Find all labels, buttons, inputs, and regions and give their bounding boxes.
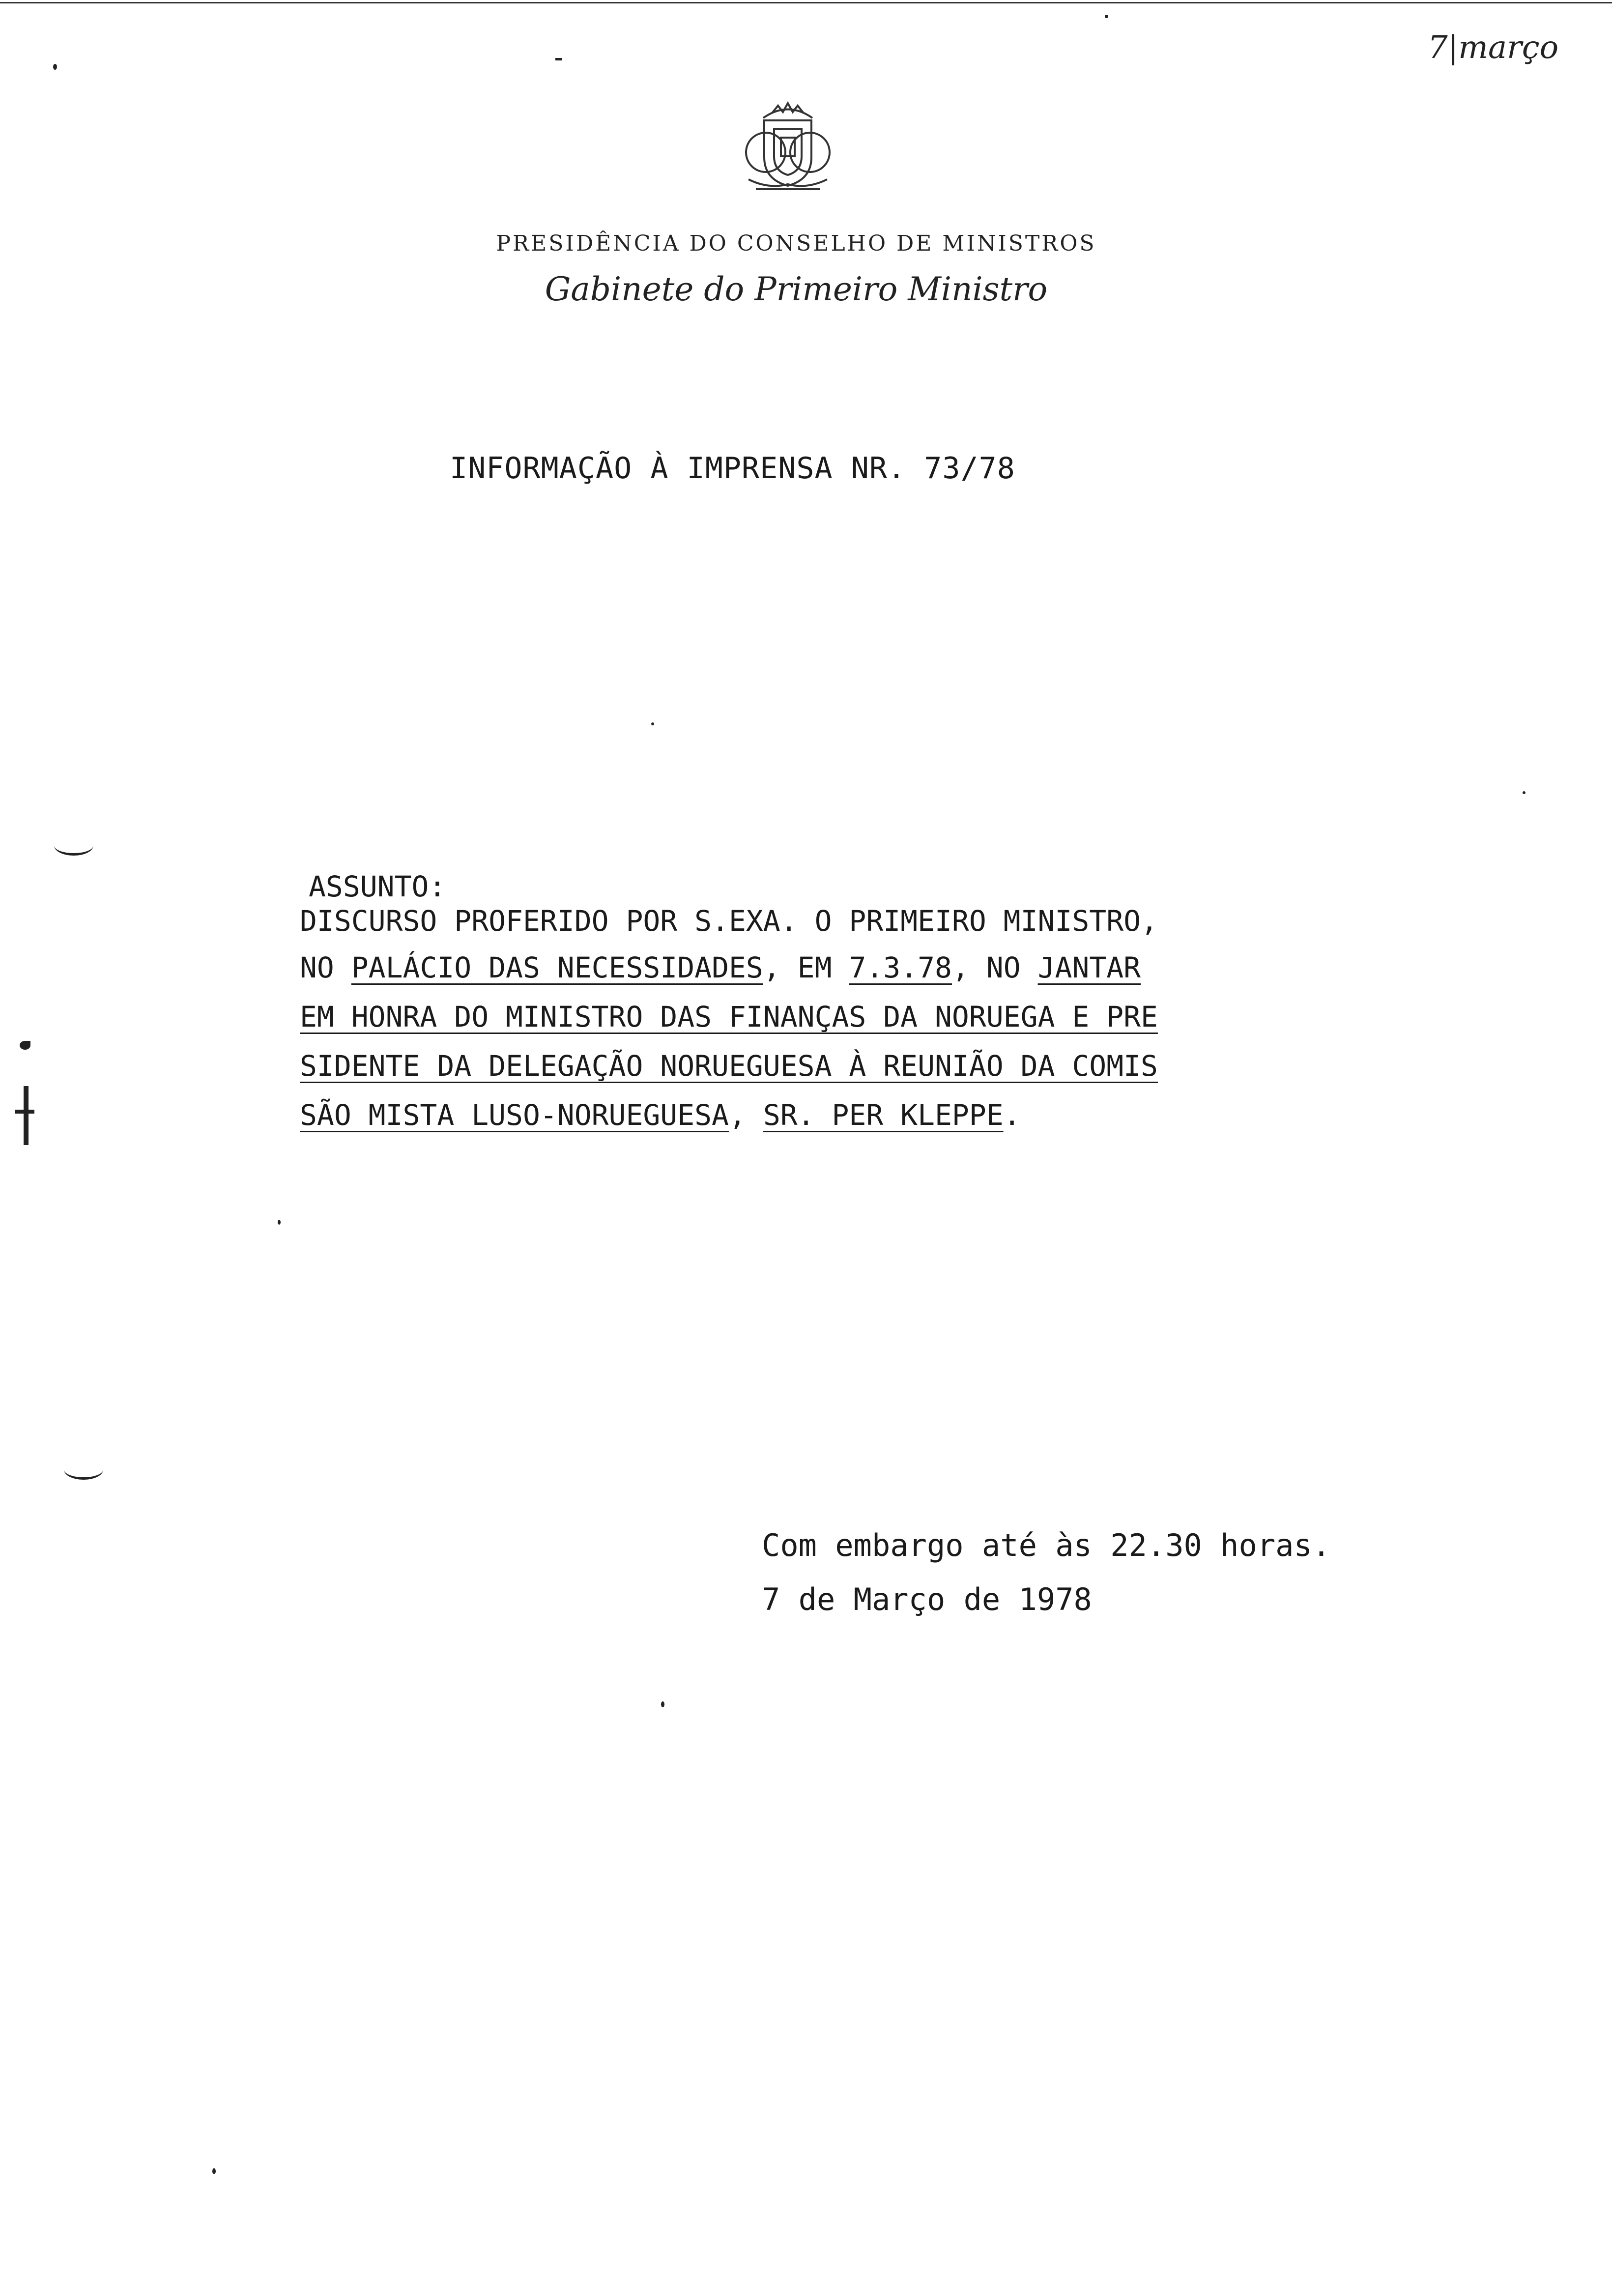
subject-text: , (728, 1098, 763, 1132)
speck (212, 2168, 216, 2174)
underlined-text: SIDENTE DA DELEGAÇÃO NORUEGUESA À REUNIÃO DA COMIS (300, 1049, 1158, 1083)
embargo-date: 7 de Março de 1978 (762, 1581, 1092, 1617)
speck (1105, 15, 1108, 18)
underlined-text: JANTAR (1037, 951, 1141, 984)
speck (278, 1220, 281, 1225)
margin-mark (64, 1460, 103, 1480)
underlined-text: SR. PER KLEPPE (763, 1098, 1004, 1132)
handwritten-note: 7|março (1428, 29, 1559, 66)
press-release-title: INFORMAÇÃO À IMPRENSA NR. 73/78 (450, 451, 1015, 486)
subject-line (300, 904, 1158, 938)
speck (555, 58, 562, 60)
organization-name: PRESIDÊNCIA DO CONSELHO DE MINISTROS (496, 231, 1096, 256)
subject-text: . (1003, 1098, 1021, 1132)
underlined-text: PALÁCIO DAS NECESSIDADES (351, 951, 763, 984)
subject-text: NO (300, 951, 351, 984)
speck (661, 1701, 664, 1707)
subject-text: , NO (951, 951, 1038, 984)
subject-line (300, 951, 1141, 984)
subject-line (300, 1049, 1158, 1083)
office-signature-line: Gabinete do Primeiro Ministro (545, 270, 1048, 308)
subject-text: , EM (763, 951, 849, 984)
speck (651, 722, 654, 725)
margin-mark (24, 1086, 29, 1145)
subject-line (300, 1098, 1021, 1132)
top-border-line (0, 2, 1612, 3)
coat-of-arms-seal (729, 98, 847, 201)
underlined-text: 7.3.78 (849, 951, 952, 984)
subject-line (300, 1000, 1158, 1033)
underlined-text: EM HONRA DO MINISTRO DAS FINANÇAS DA NORUEGA E PRE (300, 1000, 1158, 1033)
margin-mark (20, 1041, 30, 1050)
underlined-text: SÃO MISTA LUSO-NORUEGUESA (300, 1098, 729, 1132)
subject-text: DISCURSO PROFERIDO POR S.EXA. O PRIMEIRO MINISTRO, (300, 904, 1158, 938)
embargo-notice: Com embargo até às 22.30 horas. (762, 1527, 1331, 1563)
subject-label: ASSUNTO: (309, 870, 446, 903)
speck (1523, 791, 1526, 794)
margin-mark (15, 1110, 34, 1114)
speck (53, 64, 57, 70)
margin-mark (54, 835, 93, 856)
